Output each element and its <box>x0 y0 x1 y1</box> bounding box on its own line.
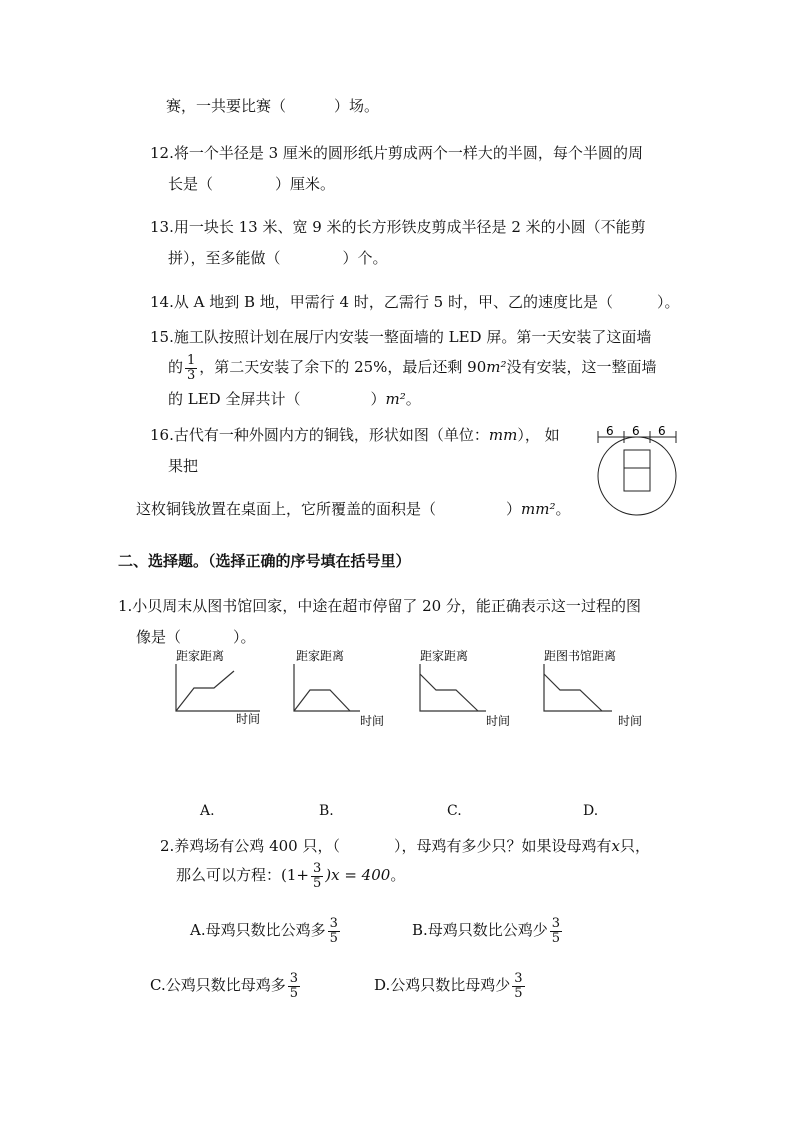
q13-line1: 13.用一块长 13 米、宽 9 米的长方形铁皮剪成半径是 2 米的小圆（不能剪 <box>150 218 646 236</box>
q16-line1: 16.古代有一种外圆内方的铜钱，形状如图（单位：mm）， 如 <box>150 426 560 444</box>
fraction-one-third: $\frac{1}{3}$ <box>187 352 196 383</box>
q12-line2: 长是（ ）厘米。 <box>168 175 336 193</box>
q16-line3: 这枚铜钱放置在桌面上，它所覆盖的面积是（ ）mm²。 <box>136 500 571 518</box>
q13-line2: 拼），至多能做（ ）个。 <box>168 249 388 267</box>
q14-line: 14.从 A 地到 B 地，甲需行 4 时，乙需行 5 时，甲、乙的速度比是（ ）。 <box>150 293 680 311</box>
graph-a[interactable] <box>170 648 270 728</box>
fraction: $\frac{3}{5}$ <box>551 915 561 946</box>
option-b[interactable]: B. <box>319 803 334 819</box>
section-heading: 二、选择题。（选择正确的序号填在括号里） <box>118 552 411 570</box>
graph-axes <box>420 664 486 711</box>
fraction: $\frac{3}{5}$ <box>289 970 298 1001</box>
graph-c[interactable] <box>414 648 514 728</box>
choice-q2-option-d[interactable]: D.公鸡只数比母鸡少 $\frac{3}{5}$ <box>374 970 523 1001</box>
dimension-label: 6 <box>632 424 640 438</box>
dimension-label: 6 <box>658 424 666 438</box>
graph-curve <box>176 671 234 711</box>
choice-q2-option-b[interactable]: B.母鸡只数比公鸡少 $\frac{3}{5}$ <box>412 915 561 946</box>
q16-line2: 果把 <box>168 457 199 475</box>
graph-x-label: 时间 <box>486 714 511 728</box>
graph-y-label: 距家距离 <box>420 649 469 663</box>
graph-y-label: 距图书馆距离 <box>544 649 617 663</box>
fraction: $\frac{3}{5}$ <box>514 970 523 1001</box>
choice-q2-line2: 那么可以方程：(1+ $\frac{3}{5}$ )x = 400。 <box>176 860 406 891</box>
dimension-label: 6 <box>606 424 614 438</box>
q11-tail-line: 赛，一共要比赛（ ）场。 <box>166 97 380 115</box>
graph-x-label: 时间 <box>618 714 643 728</box>
fraction: $\frac{3}{5}$ <box>329 915 338 946</box>
graph-x-label: 时间 <box>236 712 261 726</box>
q15-line2: 的 $\frac{1}{3}$ ，第二天安装了余下的 25%，最后还剩 90m²没有安装，这一整面墙 <box>168 352 657 383</box>
graph-y-label: 距家距离 <box>176 649 225 663</box>
choice-q1-line2: 像是（ ）。 <box>136 628 256 646</box>
option-a[interactable]: A. <box>200 803 215 819</box>
choice-q2-line1: 2.养鸡场有公鸡 400 只，（ ），母鸡有多少只？如果设母鸡有x只， <box>160 837 650 855</box>
q12-line1: 12.将一个半径是 3 厘米的圆形纸片剪成两个一样大的半圆，每个半圆的周 <box>150 144 643 162</box>
inner-square <box>624 450 650 491</box>
graph-curve <box>544 674 602 711</box>
graph-axes <box>176 664 260 711</box>
graph-axes <box>294 664 360 711</box>
graph-b[interactable] <box>288 648 388 728</box>
graph-y-label: 距家距离 <box>296 649 345 663</box>
q15-line1: 15.施工队按照计划在展厅内安装一整面墙的 LED 屏。第一天安装了这面墙 <box>150 328 652 346</box>
graph-x-label: 时间 <box>360 714 385 728</box>
graph-curve <box>294 690 350 711</box>
q15-line3: 的 LED 全屏共计（ ）m²。 <box>168 390 421 408</box>
option-c[interactable]: C. <box>447 803 462 819</box>
graph-axes <box>544 664 612 711</box>
choice-q1-line1: 1.小贝周末从图书馆回家，中途在超市停留了 20 分，能正确表示这一过程的图 <box>118 597 641 615</box>
graph-d[interactable] <box>538 648 648 728</box>
graph-curve <box>420 674 478 711</box>
outer-circle <box>598 437 676 515</box>
option-d[interactable]: D. <box>583 803 599 819</box>
fraction-three-fifths: $\frac{3}{5}$ <box>312 860 322 891</box>
coin-figure <box>592 423 682 523</box>
choice-q2-option-c[interactable]: C.公鸡只数比母鸡多 $\frac{3}{5}$ <box>150 970 298 1001</box>
choice-q2-option-a[interactable]: A.母鸡只数比公鸡多 $\frac{3}{5}$ <box>190 915 338 946</box>
